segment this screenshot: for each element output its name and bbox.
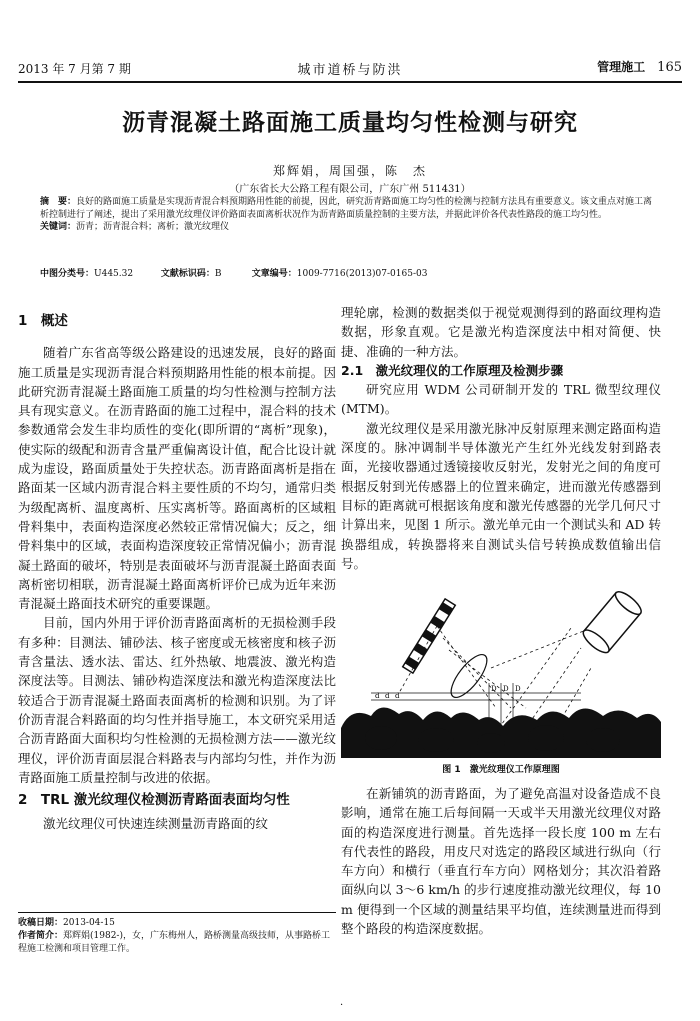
section-2-1-paragraph-3: 在新铺筑的沥青路面，为了避免高温对设备造成不良影响，通常在施工后每间隔一天或半天用激光纹理仪对路面的构造深度进行测量。首先选择一段长度 100 m 左右有代表性的路段，用皮尺对选定的路段区域进行纵向（行车方向）和横行（垂直行车方向）网格划分；其次沿着路面纵向以 3～6 km/h 的步行速度推动激光纹理仪，每 10 m 便得到一个区域的测量结果平均值，连续测量进而得到整个路段的构造深度数据。	[341, 786, 661, 937]
article-title: 沥青混凝土路面施工质量均匀性检测与研究	[122, 109, 578, 136]
section-2-paragraph-cont: 理轮廓，检测的数据类似于视觉观测得到的路面纹理构造数据，形象直观。它是激光构造深度法中相对简便、快捷、准确的一种方法。	[341, 305, 661, 359]
doc-code	[161, 266, 249, 279]
keywords	[40, 221, 660, 234]
article-no-value: 1009-7716(2013)07-0165-03	[296, 269, 428, 279]
right-column-top	[341, 303, 661, 573]
figure-1	[341, 588, 661, 780]
lens	[445, 649, 493, 702]
clc-label: 中图分类号：	[40, 269, 95, 279]
laser-principle-diagram	[341, 588, 661, 758]
section-2-paragraph-start: 激光纹理仪可快速连续测量沥青路面的纹	[43, 816, 269, 832]
section-2-1-paragraph-1: 研究应用 WDM 公司研制开发的 TRL 微型纹理仪(MTM)。	[341, 382, 661, 417]
doc-code-label: 文献标识码：	[160, 269, 215, 279]
figure-1-caption: 图 1 激光纹理仪工作原理图	[442, 765, 560, 775]
author-bio-label: 作者简介：	[18, 931, 64, 941]
issue-date: 2013 年 7 月第 7 期	[18, 62, 131, 76]
clc-value: U445.32	[94, 269, 134, 279]
article-no-label: 文章编号：	[251, 269, 297, 279]
affiliation: （广东省长大公路工程有限公司，广东广州 511431）	[229, 184, 471, 195]
section-name: 管理施工	[597, 60, 646, 74]
label-D3: D	[515, 685, 521, 693]
label-d3: d	[395, 692, 400, 700]
section-label	[597, 58, 682, 75]
keywords-label: 关键词：	[40, 222, 77, 232]
received-date	[18, 917, 336, 930]
abstract-text: 良好的路面施工质量是实现沥青混合料预期路用性能的前提，因此，研究沥青路面施工均匀性的检测与控制方法具有重要意义。该文重点对施工离析控制进行了阐述，提出了采用激光纹理仪评价路面表面离析状况作为沥青路面质量控制的主要方法，并据此评价各代表性路段的施工均匀性。	[40, 197, 653, 220]
right-column-bottom	[341, 784, 661, 938]
laser-emitter-bar	[403, 599, 456, 673]
author-bio-text: 郑辉娟(1982-)，女，广东梅州人，路桥测量高级技师，从事路桥工程施工检测和项目管理工作。	[18, 931, 330, 954]
abstract-label: 摘 要：	[40, 197, 77, 207]
section-2-heading: 2 TRL 激光纹理仪检测沥青路面表面均匀性	[18, 792, 290, 809]
section-1-paragraph-1: 随着广东省高等级公路建设的迅速发展，良好的路面施工质量是实现沥青混合料预期路用性能的根本前提。因此研究沥青混凝土路面施工质量的均匀性检测与控制方法具有现实意义。在沥青路面的施工过程中，混合料的技术参数通常会发生非均质性的变化(即所谓的“离析”现象)，使实际的级配和沥青含量严重偏离设计值，配合比设计就成为虚设，路面质量处于失控状态。沥青路面离析是指在路面某一区域内沥青混合料主要性质的不均匀，通常归类为级配离析、温度离析、压实离析等。路面离析的区域粗骨料集中，表面构造深度必然较正常情况偏大；反之，细骨料集中的区域，表面构造深度较正常情况偏小；沥青混凝土路面的破坏，特别是表面破坏与沥青混凝土路面表面离析密切相联，沥青混凝土路面离析评价已成为近年来沥青混凝土路面技术研究的重要课题。	[18, 345, 336, 612]
section-1-heading: 1 概述	[18, 313, 68, 329]
laser-sensor-cylinder	[580, 588, 644, 656]
running-header	[18, 57, 682, 83]
clc	[40, 266, 158, 279]
footnote	[18, 912, 336, 956]
article-no	[252, 266, 428, 279]
received-value: 2013-04-15	[63, 918, 115, 928]
doc-code-value: B	[214, 269, 222, 279]
keywords-text: 沥青；沥青混合料；离析；激光纹理仪	[76, 222, 230, 232]
left-column	[18, 312, 336, 834]
received-label: 收稿日期：	[18, 918, 64, 928]
abstract	[40, 196, 660, 221]
section-2-1-paragraph-2: 激光纹理仪是采用激光脉冲反射原理来测定路面构造深度的。脉冲调制半导体激光产生红外光线发射到路表面，光接收器通过透镜接收反射光，发射光之间的角度可根据反射到光传感器上的位置来确定，进而激光传感器到目标的距离就可根据该角度和激光传感器的光学几何尺寸计算出来，见图 1 所示。激光单元由一个测试头和 AD 转换器组成，转换器将来自测试头信号转换成数值输出信号。	[341, 420, 661, 571]
label-d1: d	[375, 692, 380, 700]
section-2-1-heading: 2.1 激光纹理仪的工作原理及检测步骤	[341, 362, 564, 378]
label-D2: D	[503, 685, 509, 693]
label-d2: d	[385, 692, 390, 700]
section-1-paragraph-2: 目前，国内外用于评价沥青路面离析的无损检测手段有多种：目测法、铺砂法、核子密度或无核密度和核子沥青含量法、透水法、雷达、红外热敏、地震波、激光构造深度法等。目测法、铺砂构造深度法和激光构造深度法比较适合于沥青混凝土路面表面离析的检测和识别。为了评价沥青混合料路面的均匀性并指导施工，本文研究采用适合沥青路面大面积均匀性检测的无损检测方法——激光纹理仪，评价沥青面层混合料路表与内部均匀性，并作为沥青路面施工质量控制与改进的依据。	[18, 615, 336, 785]
classification-line	[40, 266, 660, 279]
page-footer-mark: ·	[340, 1000, 344, 1011]
journal-name: 城市道桥与防洪	[297, 63, 403, 78]
page-number: 165	[657, 60, 682, 75]
author-bio	[18, 930, 336, 956]
abstract-block	[40, 196, 660, 234]
authors: 郑辉娟，周国强，陈 杰	[272, 164, 427, 178]
label-D1: D	[491, 685, 497, 693]
